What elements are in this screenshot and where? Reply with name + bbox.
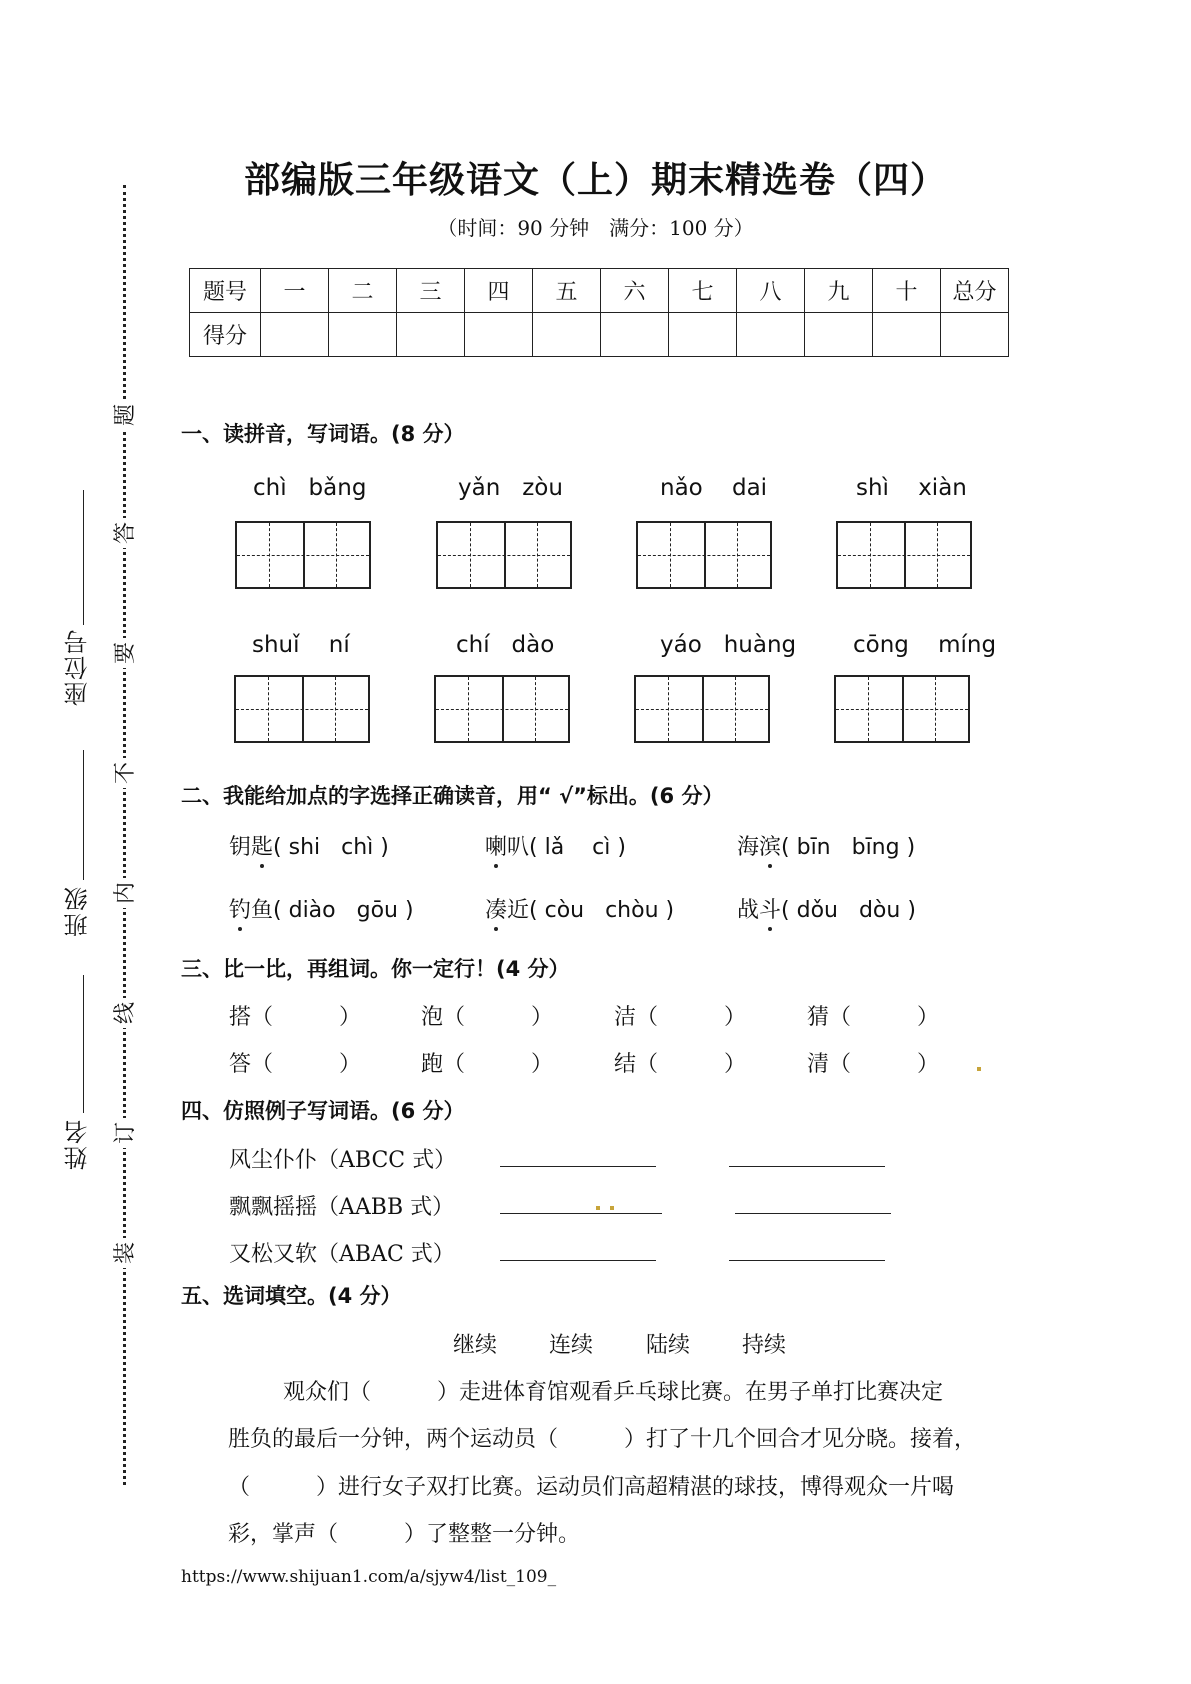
class-label: 班级 bbox=[64, 885, 92, 937]
margin-warning-char: 题 bbox=[113, 400, 139, 430]
score-header-cell: 总分 bbox=[941, 269, 1009, 313]
passage-line[interactable]: 胜负的最后一分钟，两个运动员（ ）打了十几个回合才见分晓。接着， bbox=[228, 1427, 977, 1452]
score-cell[interactable] bbox=[261, 313, 329, 357]
name-label: 姓名 bbox=[64, 1118, 92, 1170]
score-header-cell: 七 bbox=[669, 269, 737, 313]
score-header-cell: 一 bbox=[261, 269, 329, 313]
margin-warning-char: 装 bbox=[113, 1238, 139, 1268]
margin-warning-char: 内 bbox=[113, 878, 139, 908]
seat-number-line[interactable] bbox=[83, 490, 84, 625]
score-cell[interactable] bbox=[805, 313, 873, 357]
section-2-heading: 二、我能给加点的字选择正确读音，用“ √”标出。(6 分） bbox=[181, 784, 724, 808]
pronunciation-item[interactable]: 战斗( dǒu dòu ) bbox=[737, 898, 916, 923]
score-header-cell: 二 bbox=[329, 269, 397, 313]
score-cell[interactable] bbox=[941, 313, 1009, 357]
score-cell[interactable] bbox=[465, 313, 533, 357]
score-cell[interactable] bbox=[533, 313, 601, 357]
score-header-cell: 题号 bbox=[190, 269, 261, 313]
score-header-cell: 六 bbox=[601, 269, 669, 313]
word-compare-item[interactable]: 答（ ） bbox=[229, 1052, 362, 1077]
score-cell[interactable] bbox=[873, 313, 941, 357]
word-compare-item[interactable]: 泡（ ） bbox=[421, 1005, 554, 1030]
exam-info: （时间：90 分钟 满分：100 分） bbox=[437, 216, 754, 240]
scan-speck bbox=[977, 1067, 981, 1071]
pronunciation-item[interactable]: 海滨( bīn bīng ) bbox=[737, 835, 916, 860]
writing-grid[interactable] bbox=[434, 675, 570, 743]
pinyin-prompt: yáo huàng bbox=[660, 632, 797, 658]
word-choice: 继续 bbox=[453, 1333, 498, 1358]
footer-url[interactable]: https://www.shijuan1.com/a/sjyw4/list_109_ bbox=[181, 1567, 557, 1587]
score-cell[interactable] bbox=[601, 313, 669, 357]
page-title: 部编版三年级语文（上）期末精选卷（四） bbox=[243, 160, 947, 201]
writing-grid[interactable] bbox=[836, 521, 972, 589]
answer-line[interactable] bbox=[729, 1260, 885, 1261]
writing-grid[interactable] bbox=[834, 675, 970, 743]
word-compare-item[interactable]: 清（ ） bbox=[807, 1052, 940, 1077]
word-choice: 持续 bbox=[742, 1333, 787, 1358]
passage-line[interactable]: 彩，掌声（ ）了整整一分钟。 bbox=[228, 1522, 581, 1547]
score-header-cell: 八 bbox=[737, 269, 805, 313]
writing-grid[interactable] bbox=[235, 521, 371, 589]
margin-warning-char: 订 bbox=[113, 1118, 139, 1148]
margin-warning-char: 答 bbox=[113, 518, 139, 548]
score-cell[interactable] bbox=[669, 313, 737, 357]
pronunciation-item[interactable]: 凑近( còu chòu ) bbox=[485, 898, 675, 923]
score-cell[interactable] bbox=[397, 313, 465, 357]
section-1-heading: 一、读拼音，写词语。(8 分） bbox=[181, 422, 465, 446]
score-table bbox=[189, 268, 1009, 357]
word-compare-item[interactable]: 猜（ ） bbox=[807, 1005, 940, 1030]
word-pattern-example: 又松又软（ABAC 式） bbox=[229, 1242, 455, 1267]
pinyin-prompt: cōng míng bbox=[853, 632, 997, 658]
margin-warning-char: 要 bbox=[113, 638, 139, 668]
word-compare-item[interactable]: 结（ ） bbox=[614, 1052, 747, 1077]
pronunciation-item[interactable]: 喇叭( lǎ cì ) bbox=[485, 835, 626, 860]
scan-speck bbox=[610, 1206, 614, 1210]
passage-line[interactable]: （ ）进行女子双打比赛。运动员们高超精湛的球技，博得观众一片喝 bbox=[228, 1475, 955, 1500]
pinyin-prompt: chì bǎng bbox=[253, 475, 367, 501]
section-3-heading: 三、比一比，再组词。你一定行！(4 分） bbox=[181, 957, 570, 981]
writing-grid[interactable] bbox=[234, 675, 370, 743]
pinyin-prompt: nǎo dai bbox=[660, 475, 768, 501]
scan-speck bbox=[596, 1206, 600, 1210]
class-line[interactable] bbox=[83, 750, 84, 880]
pronunciation-item[interactable]: 钥匙( shi chì ) bbox=[229, 835, 389, 860]
score-header-cell: 五 bbox=[533, 269, 601, 313]
answer-line[interactable] bbox=[729, 1166, 885, 1167]
score-cell[interactable] bbox=[329, 313, 397, 357]
margin-warning-char: 线 bbox=[113, 998, 139, 1028]
word-pattern-example: 飘飘摇摇（AABB 式） bbox=[229, 1195, 455, 1220]
seat-number-label: 座位号 bbox=[64, 628, 92, 706]
word-pattern-example: 风尘仆仆（ABCC 式） bbox=[229, 1148, 457, 1173]
score-row-label: 得分 bbox=[190, 313, 261, 357]
writing-grid[interactable] bbox=[634, 675, 770, 743]
score-header-cell: 九 bbox=[805, 269, 873, 313]
word-choice: 连续 bbox=[549, 1333, 594, 1358]
pronunciation-item[interactable]: 钓鱼( diào gōu ) bbox=[229, 898, 414, 923]
answer-line[interactable] bbox=[500, 1213, 662, 1214]
pinyin-prompt: shuǐ ní bbox=[252, 632, 350, 658]
score-cell[interactable] bbox=[737, 313, 805, 357]
answer-line[interactable] bbox=[500, 1166, 656, 1167]
margin-warning-char: 不 bbox=[113, 758, 139, 788]
word-compare-item[interactable]: 搭（ ） bbox=[229, 1005, 362, 1030]
section-4-heading: 四、仿照例子写词语。(6 分） bbox=[181, 1099, 465, 1123]
answer-line[interactable] bbox=[735, 1213, 891, 1214]
answer-line[interactable] bbox=[500, 1260, 656, 1261]
writing-grid[interactable] bbox=[436, 521, 572, 589]
word-compare-item[interactable]: 洁（ ） bbox=[614, 1005, 747, 1030]
name-line[interactable] bbox=[83, 975, 84, 1113]
word-choice: 陆续 bbox=[646, 1333, 691, 1358]
score-header-cell: 四 bbox=[465, 269, 533, 313]
writing-grid[interactable] bbox=[636, 521, 772, 589]
binding-dotted-line bbox=[123, 185, 126, 1485]
score-header-cell: 十 bbox=[873, 269, 941, 313]
score-table-header-row bbox=[190, 269, 1009, 313]
score-table-score-row bbox=[190, 313, 1009, 357]
word-compare-item[interactable]: 跑（ ） bbox=[421, 1052, 554, 1077]
pinyin-prompt: shì xiàn bbox=[856, 475, 967, 501]
passage-line[interactable]: 观众们（ ）走进体育馆观看乒乓球比赛。在男子单打比赛决定 bbox=[283, 1380, 944, 1405]
section-5-heading: 五、选词填空。(4 分） bbox=[181, 1284, 402, 1308]
pinyin-prompt: chí dào bbox=[456, 632, 555, 658]
pinyin-prompt: yǎn zòu bbox=[458, 475, 563, 501]
score-header-cell: 三 bbox=[397, 269, 465, 313]
